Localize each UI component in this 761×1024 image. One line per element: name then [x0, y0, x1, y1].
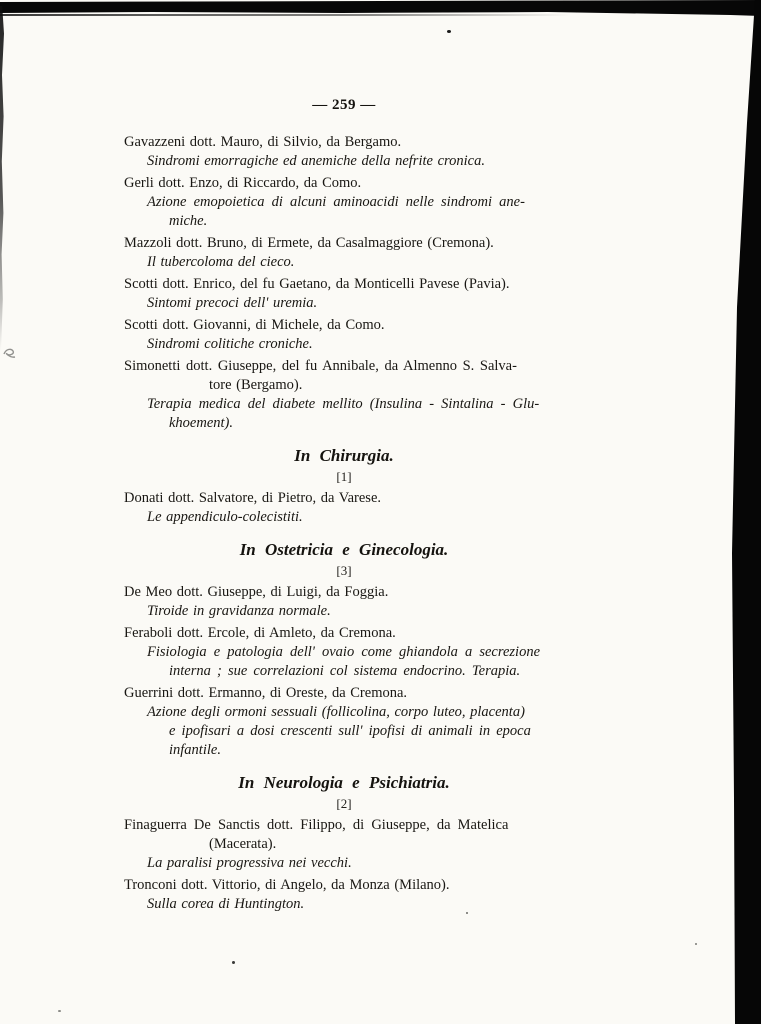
thesis-line: La paralisi progressiva nei vecchi. [147, 855, 352, 871]
entry-name-line: Simonetti dott. Giuseppe, del fu Annibale, da Almenno S. Salva- [124, 358, 517, 374]
section-tag: [3] [336, 563, 352, 578]
entry [124, 583, 564, 621]
entry [124, 489, 564, 527]
entry-name-line: Guerrini dott. Ermanno, di Oreste, da Cremona. [124, 685, 408, 701]
entry [124, 275, 564, 313]
entry-name-line: Scotti dott. Enrico, del fu Gaetano, da Monticelli Pavese (Pavia). [124, 276, 510, 292]
thesis-line: Le appendiculo-colecistiti. [147, 509, 303, 525]
thesis-line: Terapia medica del diabete mellito (Insulina - Sintalina - Glu- [147, 396, 540, 412]
section-tag: [1] [336, 469, 352, 484]
entry-name-line: (Macerata). [209, 836, 277, 852]
entry-name-line: Gerli dott. Enzo, di Riccardo, da Como. [124, 175, 362, 191]
section-heading: In Chirurgia. [294, 446, 394, 465]
page-number: — 259 — [312, 97, 376, 113]
thesis-line: Fisiologia e patologia dell' ovaio come ghiandola a secrezione [147, 644, 541, 660]
thesis-line: Sulla corea di Huntington. [147, 896, 305, 912]
thesis-line: khoement). [169, 415, 234, 431]
entry-name-line: Donati dott. Salvatore, di Pietro, da Varese. [124, 490, 382, 506]
entry-name-line: Feraboli dott. Ercole, di Amleto, da Cremona. [124, 625, 396, 641]
scan-edge-right [731, 0, 761, 1024]
thesis-line: e ipofisari a dosi crescenti sull' ipofisi di animali in epoca [169, 723, 531, 739]
entry-name-line: tore (Bergamo). [209, 377, 303, 393]
entry [124, 816, 564, 873]
thesis-line: interna ; sue correlazioni col sistema endocrino. Terapia. [169, 663, 521, 679]
scan-edge-top [0, 0, 761, 20]
thesis-line: miche. [169, 213, 208, 229]
entry [124, 133, 564, 171]
thesis-line: Sindromi colitiche croniche. [147, 336, 313, 352]
entry [124, 357, 564, 433]
section-heading: In Ostetricia e Ginecologia. [239, 540, 449, 559]
scan-edge-left [0, 6, 4, 351]
entry [124, 174, 564, 231]
paper-speck [232, 961, 235, 964]
page-content [124, 96, 564, 914]
ink-smudge [2, 346, 18, 360]
scan-edge-top-line [0, 14, 571, 16]
section-tag: [2] [336, 796, 352, 811]
paper-speck [447, 30, 451, 33]
entry-name-line: Scotti dott. Giovanni, di Michele, da Como. [124, 317, 385, 333]
thesis-line: infantile. [169, 742, 221, 758]
thesis-line: Sindromi emorragiche ed anemiche della nefrite cronica. [147, 153, 485, 169]
thesis-line: Il tubercoloma del cieco. [147, 254, 295, 270]
entry-name-line: De Meo dott. Giuseppe, di Luigi, da Foggia. [124, 584, 389, 600]
entry [124, 234, 564, 272]
entry [124, 876, 564, 914]
thesis-line: Azione emopoietica di alcuni aminoacidi nelle sindromi ane- [147, 194, 525, 210]
entry-name-line: Gavazzeni dott. Mauro, di Silvio, da Bergamo. [124, 134, 402, 150]
paper-speck [695, 943, 697, 945]
entry [124, 316, 564, 354]
entry [124, 684, 564, 760]
entry-name-line: Finaguerra De Sanctis dott. Filippo, di Giuseppe, da Matelica [124, 817, 509, 833]
thesis-line: Azione degli ormoni sessuali (follicolina, corpo luteo, placenta) [147, 704, 525, 720]
entry-name-line: Mazzoli dott. Bruno, di Ermete, da Casalmaggiore (Cremona). [124, 235, 494, 251]
section-heading: In Neurologia e Psichiatria. [238, 773, 450, 792]
entry [124, 624, 564, 681]
paper-speck [58, 1010, 61, 1012]
thesis-line: Sintomi precoci dell' uremia. [147, 295, 318, 311]
thesis-line: Tiroide in gravidanza normale. [147, 603, 331, 619]
entry-name-line: Tronconi dott. Vittorio, di Angelo, da Monza (Milano). [124, 877, 450, 893]
